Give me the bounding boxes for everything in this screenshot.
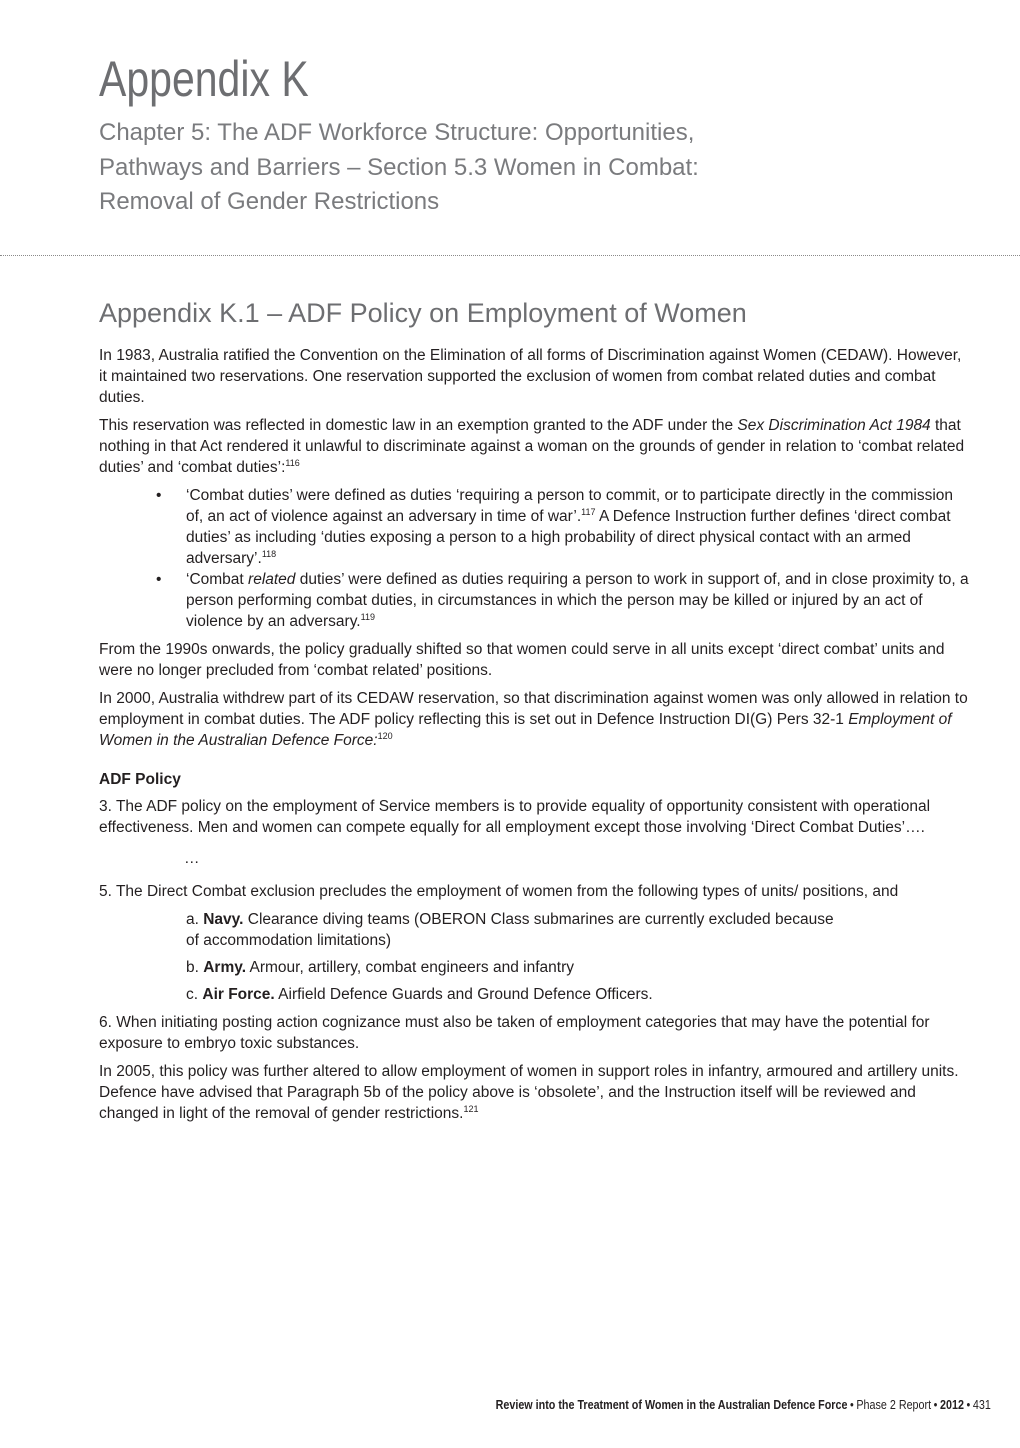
definitions-list: [99, 485, 969, 632]
title-block: [99, 50, 979, 220]
unit-text: Armour, artillery, combat engineers and infantry: [246, 959, 574, 976]
act-title: Sex Discrimination Act 1984: [737, 417, 931, 434]
footer-separator: •: [966, 1398, 971, 1412]
list-item: [99, 485, 969, 569]
bullet-glyph: •: [156, 487, 162, 504]
ellipsis: …: [184, 850, 200, 867]
instruction-title: Employment of Women in the Australian Defence Force:: [99, 711, 952, 749]
list-item: [99, 569, 969, 632]
footer-year: 2012: [940, 1398, 965, 1412]
unit-service: Navy.: [203, 911, 244, 928]
bullet-text-b: duties’ were defined as duties requiring a person to work in support of, and in close proximity to, a person performing combat duties, in circumstances in which the person may be killed or injured by an act of violence by an adversary.: [186, 571, 969, 630]
footer-phase: Phase 2 Report: [856, 1398, 932, 1412]
list-item: [99, 984, 846, 1005]
excluded-units-list: [99, 909, 969, 1005]
policy-paragraph-3: 3. The ADF policy on the employment of Service members is to provide equality of opportunity consistent with operational effectiveness. Men and women can compete equally for all employment except those involving ‘Direct Combat Duties’….: [99, 798, 931, 836]
dotted-divider: [0, 255, 1020, 256]
paragraph-2005-text: In 2005, this policy was further altered to allow employment of women in support roles in infantry, armoured and artillery units. Defence have advised that Paragraph 5b of the policy above is ‘obsolete’, and the Instruction itself will be reviewed and changed in light of the removal of gender restrictions.: [99, 1063, 959, 1122]
unit-text: Airfield Defence Guards and Ground Defence Officers.: [274, 986, 653, 1003]
section-heading: Appendix K.1 – ADF Policy on Employment of Women: [99, 298, 747, 328]
page-number: 431: [973, 1398, 991, 1412]
footnote-ref: 116: [285, 457, 300, 468]
footnote-ref: 117: [581, 506, 596, 517]
page-footer: [496, 1397, 991, 1413]
footnote-ref: 119: [360, 611, 375, 622]
paragraph-2000: [99, 688, 969, 751]
unit-letter: c.: [186, 986, 203, 1003]
paragraph-2005: [99, 1061, 969, 1124]
bullet-text-b: A Defence Instruction further defines ‘direct combat duties’ as including ‘duties exposing a person to a high probability of direct physical contact with an armed adversary’.: [186, 508, 951, 567]
paragraph-2000-text: In 2000, Australia withdrew part of its CEDAW reservation, so that discrimination against women was only allowed in relation to employment in combat duties. The ADF policy reflecting this is set out in Defence Instruction DI(G) Pers 32-1: [99, 690, 968, 728]
bullet-glyph: •: [156, 571, 162, 588]
unit-service: Air Force.: [202, 986, 275, 1003]
chapter-title-line-1: Chapter 5: The ADF Workforce Structure: Opportunities,: [99, 119, 695, 146]
chapter-title-line-2: Pathways and Barriers – Section 5.3 Women in Combat:: [99, 153, 699, 181]
unit-letter: b.: [186, 959, 204, 976]
bullet-italic: related: [248, 571, 296, 588]
footer-separator: •: [850, 1398, 854, 1412]
unit-text: Clearance diving teams (OBERON Class submarines are currently excluded because of accommodation limitations): [186, 911, 834, 949]
unit-letter: a.: [186, 911, 204, 928]
paragraph-reservation-text-b: that nothing in that Act rendered it unlawful to discriminate against a woman on the grounds of gender in relation to ‘combat related duties’ and ‘combat duties’:: [99, 417, 965, 476]
policy-paragraph-5: 5. The Direct Combat exclusion precludes the employment of women from the following types of units/ positions, and: [99, 883, 899, 900]
chapter-title-line-3: Removal of Gender Restrictions: [99, 188, 440, 215]
chapter-title: [99, 116, 979, 220]
list-item: [99, 909, 846, 951]
appendix-title: Appendix K: [99, 51, 309, 107]
paragraph-1990s: From the 1990s onwards, the policy gradually shifted so that women could serve in all units except ‘direct combat’ units and were no longer precluded from ‘combat related’ positions.: [99, 641, 945, 679]
footnote-ref: 120: [377, 730, 393, 741]
footer-report-title: Review into the Treatment of Women in the Australian Defence Force: [495, 1398, 848, 1412]
policy-heading: ADF Policy: [99, 771, 181, 788]
main-content: [99, 296, 969, 1131]
bullet-text-a: ‘Combat: [186, 571, 249, 588]
bullet-text-a: ‘Combat duties’ were defined as duties ‘requiring a person to commit, or to participate directly in the commission of, an act of violence against an adversary in time of war’.: [186, 487, 954, 525]
paragraph-reservation-text-a: This reservation was reflected in domestic law in an exemption granted to the ADF under the: [99, 417, 738, 434]
footnote-ref: 121: [463, 1103, 479, 1114]
list-item: [99, 957, 846, 978]
footnote-ref: 118: [261, 548, 277, 559]
paragraph-cedaw-1983: In 1983, Australia ratified the Convention on the Elimination of all forms of Discrimination against Women (CEDAW). However, it maintained two reservations. One reservation supported the exclusion of women from combat related duties and combat duties.: [99, 347, 962, 406]
unit-service: Army.: [203, 959, 247, 976]
policy-paragraph-6: 6. When initiating posting action cognizance must also be taken of employment categories that may have the potential for exposure to embryo toxic substances.: [99, 1014, 930, 1052]
footer-separator: •: [933, 1398, 938, 1412]
paragraph-reservation: [99, 415, 969, 478]
